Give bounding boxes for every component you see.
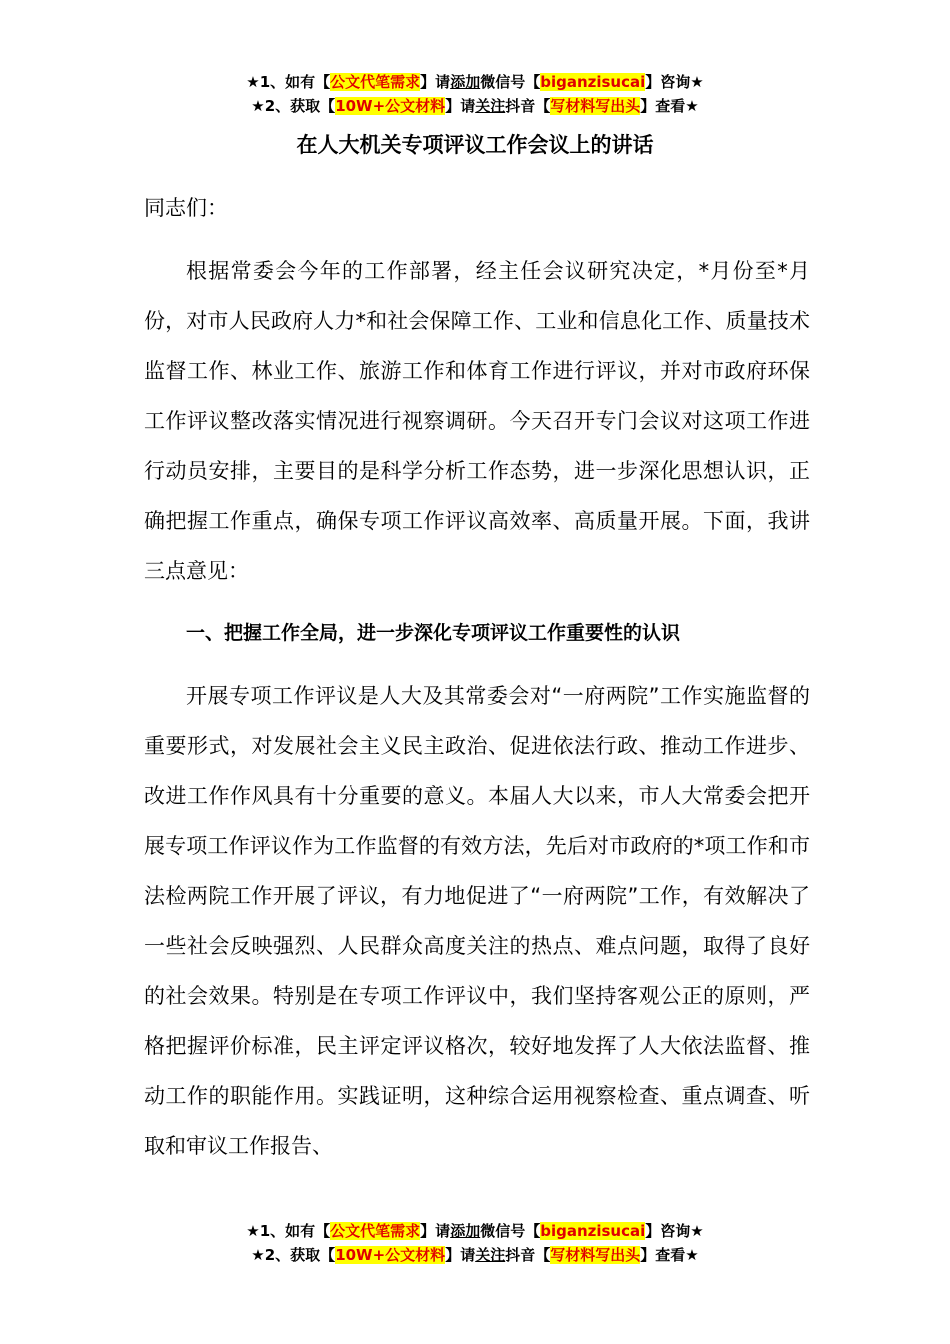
greeting: 同志们： [144,196,228,220]
banner-line-1 [0,70,950,94]
section-heading-1: 一、把握工作全局，进一步深化专项评议工作重要性的认识 [186,622,681,644]
banner-text: 】查看★ [640,1246,699,1264]
banner-line-2 [0,94,950,118]
banner-text: ★1、如有【 [246,1222,331,1240]
banner-text: 抖音【 [505,97,551,115]
paragraph-1: 根据常委会今年的工作部署，经主任会议研究决定，*月份至*月份，对市人民政府人力*和社会保障工作、工业和信息化工作、质量技术监督工作、林业工作、旅游工作和体育工作进行评议，并对市政府环保工作评议整改落实情况进行视察调研。今天召开专门会议对这项工作进行动员安排，主要目的是科学分析工作态势，进一步深化思想认识，正确把握工作重点，确保专项工作评议高效率、高质量开展。下面，我讲三点意见： [144,259,810,583]
banner-wechat-id: biganzisucai [540,1222,646,1240]
banner-underline: 关注 [475,97,506,115]
banner-text: 】请 [445,97,476,115]
banner-text: 】请 [420,73,451,91]
banner-text: 】请 [420,1222,451,1240]
banner-text: 】查看★ [640,97,699,115]
banner-underline: 添加 [450,1222,481,1240]
banner-highlight: 公文代笔需求 [330,1222,421,1240]
banner-underline: 添加 [450,73,481,91]
banner-text: 】咨询★ [645,1222,704,1240]
banner-wechat-id: biganzisucai [540,73,646,91]
banner-douyin-id: 写材料写出头 [550,97,641,115]
banner-text: ★1、如有【 [246,73,331,91]
header-banner [0,70,950,118]
banner-text: 微信号【 [480,73,541,91]
banner-text: 抖音【 [505,1246,551,1264]
banner-douyin-id: 写材料写出头 [550,1246,641,1264]
banner-line-2 [0,1243,950,1267]
banner-text: ★2、获取【 [251,1246,336,1264]
banner-text: ★2、获取【 [251,97,336,115]
banner-text: 微信号【 [480,1222,541,1240]
banner-highlight: 10W+公文材料 [335,97,446,115]
footer-banner [0,1219,950,1267]
banner-underline: 关注 [475,1246,506,1264]
banner-highlight: 10W+公文材料 [335,1246,446,1264]
banner-line-1 [0,1219,950,1243]
document-title: 在人大机关专项评议工作会议上的讲话 [296,133,654,157]
banner-text: 】请 [445,1246,476,1264]
banner-text: 】咨询★ [645,73,704,91]
paragraph-2: 开展专项工作评议是人大及其常委会对“一府两院”工作实施监督的重要形式，对发展社会主义民主政治、促进依法行政、推动工作进步、改进工作作风具有十分重要的意义。本届人大以来，市人大常委会把开展专项工作评议作为工作监督的有效方法，先后对市政府的*项工作和市法检两院工作开展了评议，有力地促进了“一府两院”工作，有效解决了一些社会反映强烈、人民群众高度关注的热点、难点问题，取得了良好的社会效果。特别是在专项工作评议中，我们坚持客观公正的原则，严格把握评价标准，民主评定评议格次，较好地发挥了人大依法监督、推动工作的职能作用。实践证明，这种综合运用视察检查、重点调查、听取和审议工作报告、 [144,684,810,1158]
banner-highlight: 公文代笔需求 [330,73,421,91]
